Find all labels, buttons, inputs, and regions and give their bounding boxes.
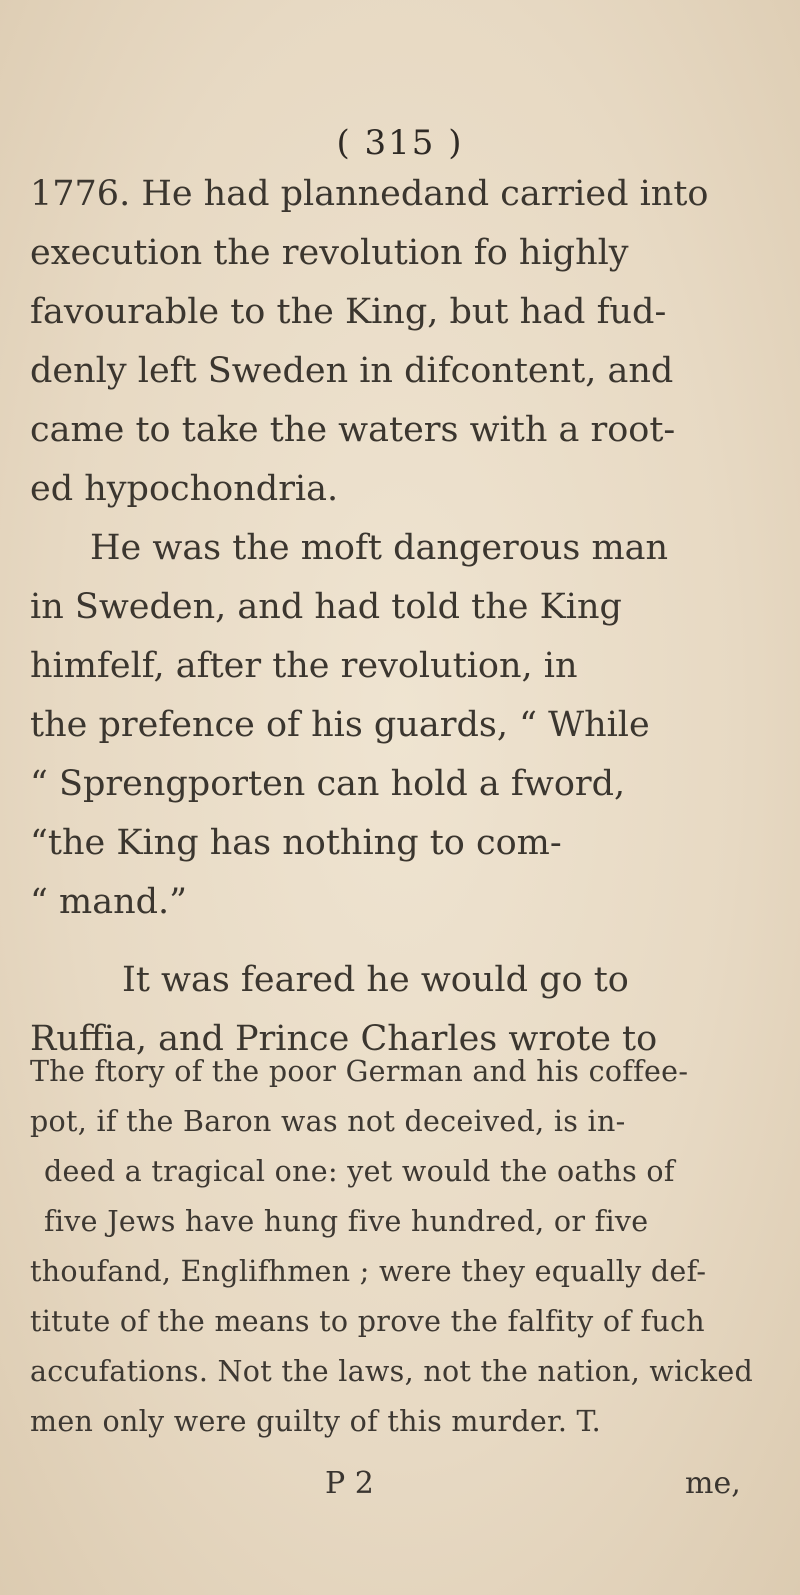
footnote-line: The ftory of the poor German and his coffee- bbox=[30, 1055, 689, 1088]
text-line: It was feared he would go to bbox=[122, 960, 629, 1000]
footnote-line: men only were guilty of this murder. T. bbox=[30, 1405, 602, 1438]
text-line: “ Sprengporten can hold a fword, bbox=[30, 764, 626, 804]
text-line: came to take the waters with a root- bbox=[30, 410, 676, 450]
text-line: Ruffia, and Prince Charles wrote to bbox=[30, 1019, 658, 1059]
text-line: ed hypochondria. bbox=[30, 469, 339, 509]
footnote-line: titute of the means to prove the falfity of fuch bbox=[30, 1305, 705, 1338]
text-line: “the King has nothing to com- bbox=[30, 823, 562, 863]
text-line: himfelf, after the revolution, in bbox=[30, 646, 578, 686]
footnote-line: five Jews have hung five hundred, or five bbox=[44, 1205, 649, 1238]
text-line: in Sweden, and had told the King bbox=[30, 587, 622, 627]
text-line: denly left Sweden in difcontent, and bbox=[30, 351, 674, 391]
text-line: He was the moft dangerous man bbox=[90, 528, 669, 568]
footnote bbox=[30, 1047, 800, 1447]
page-number-header: ( 315 ) bbox=[336, 123, 464, 163]
text-line: favourable to the King, but had fud- bbox=[30, 292, 667, 332]
paragraph-2 bbox=[30, 519, 800, 932]
catchword: me, bbox=[685, 1466, 741, 1501]
text-line: 1776. He had plannedand carried into bbox=[30, 174, 709, 214]
footnote-line: thoufand, Englifhmen ; were they equally def- bbox=[30, 1255, 707, 1288]
main-text bbox=[30, 165, 800, 1069]
footnote-line: accufations. Not the laws, not the nation, wicked bbox=[30, 1355, 754, 1388]
footnote-line: deed a tragical one: yet would the oaths of bbox=[44, 1155, 675, 1188]
footnote-line: pot, if the Baron was not deceived, is in- bbox=[30, 1105, 626, 1138]
paragraph-1 bbox=[30, 165, 800, 519]
text-line: “ mand.” bbox=[30, 882, 188, 922]
text-line: execution the revolution fo highly bbox=[30, 233, 629, 273]
signature-mark: P 2 bbox=[325, 1466, 374, 1501]
text-line: the prefence of his guards, “ While bbox=[30, 705, 650, 745]
